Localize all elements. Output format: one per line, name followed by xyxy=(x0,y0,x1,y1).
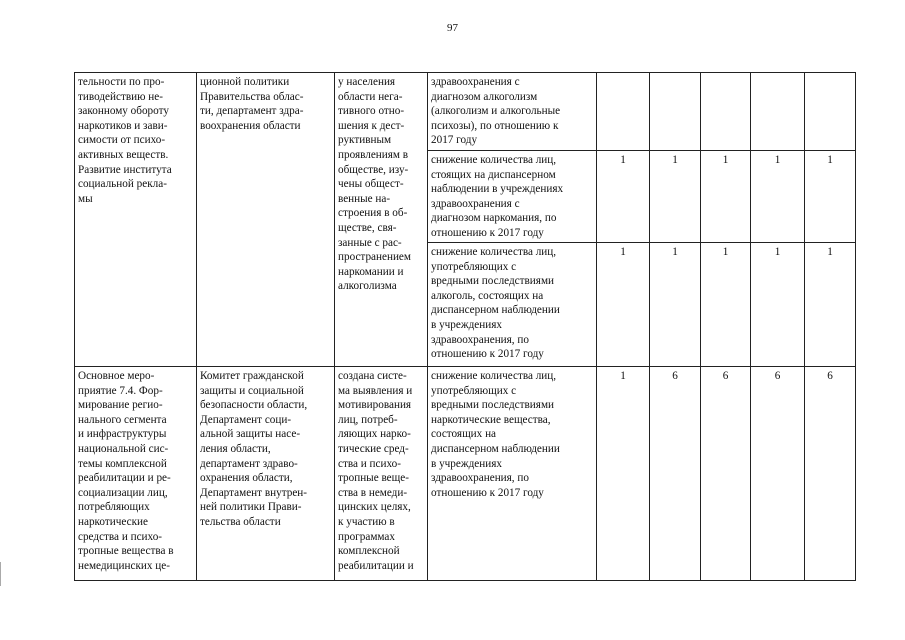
value-cell: 1 xyxy=(805,243,856,367)
value-cell: 1 xyxy=(597,367,650,581)
scan-margin-mark xyxy=(0,562,5,586)
expected-result-cell: у населения области нега- тивного отно- шения к дест- руктивным проявлениям в обществе, изу- чены общест- венные на- строения в об- ществе, свя- занные с рас- пространением наркомании и алкоголизма xyxy=(335,73,428,367)
executor-cell: Комитет гражданской защиты и социальной безопасности области, Департамент соци- альной защиты насе- ления области, департамент здраво- охранения области, Департамент внутрен- ней политики Прави- тельства области xyxy=(197,367,335,581)
expected-result-cell: создана систе- ма выявления и мотивирования лиц, потреб- ляющих нарко- тические сред- ства и психо- тропные веще- ства в немеди- цинских целях, к участию в программах комплексной реабилитации и xyxy=(335,367,428,581)
value-cell xyxy=(751,73,805,151)
value-cell: 1 xyxy=(650,151,701,243)
value-cell xyxy=(805,73,856,151)
value-cell: 1 xyxy=(805,151,856,243)
value-cell xyxy=(650,73,701,151)
table-row xyxy=(75,367,856,581)
value-cell: 6 xyxy=(701,367,751,581)
page-number: 97 xyxy=(447,22,458,34)
indicator-cell: снижение количества лиц, употребляющих с вредными последствиями наркотические вещества, состоящих на диспансерном наблюдении в учреждениях здравоохранения, по отношению к 2017 году xyxy=(428,367,597,581)
value-cell: 6 xyxy=(650,367,701,581)
indicator-cell: снижение количества лиц, стоящих на диспансерном наблюдении в учреждениях здравоохранения с диагнозом наркомания, по отношению к 2017 году xyxy=(428,151,597,243)
value-cell: 1 xyxy=(597,243,650,367)
value-cell: 6 xyxy=(805,367,856,581)
value-cell xyxy=(701,73,751,151)
value-cell: 6 xyxy=(751,367,805,581)
value-cell xyxy=(597,73,650,151)
event-name-cell: Основное меро- приятие 7.4. Фор- мирование регио- нального сегмента и инфраструктуры национальной сис- темы комплексной реабилитации и ре- социализации лиц, потребляющих наркотические средства и психо- тропные вещества в немедицинских це- xyxy=(75,367,197,581)
value-cell: 1 xyxy=(597,151,650,243)
indicator-cell: снижение количества лиц, употребляющих с вредными последствиями алкоголь, состоящих на диспансерном наблюдении в учреждениях здравоохранения, по отношению к 2017 году xyxy=(428,243,597,367)
value-cell: 1 xyxy=(751,243,805,367)
table-row xyxy=(75,73,856,151)
value-cell: 1 xyxy=(701,243,751,367)
indicator-cell: здравоохранения с диагнозом алкоголизм (алкоголизм и алкогольные психозы), по отношению к 2017 году xyxy=(428,73,597,151)
event-name-cell: тельности по про- тиводействию не- законному обороту наркотиков и зави- симости от психо- активных веществ. Развитие института социальной рекла- мы xyxy=(75,73,197,367)
executor-cell: ционной политики Правительства облас- ти, департамент здра- воохранения области xyxy=(197,73,335,367)
program-events-table xyxy=(74,72,856,581)
value-cell: 1 xyxy=(650,243,701,367)
value-cell: 1 xyxy=(751,151,805,243)
value-cell: 1 xyxy=(701,151,751,243)
